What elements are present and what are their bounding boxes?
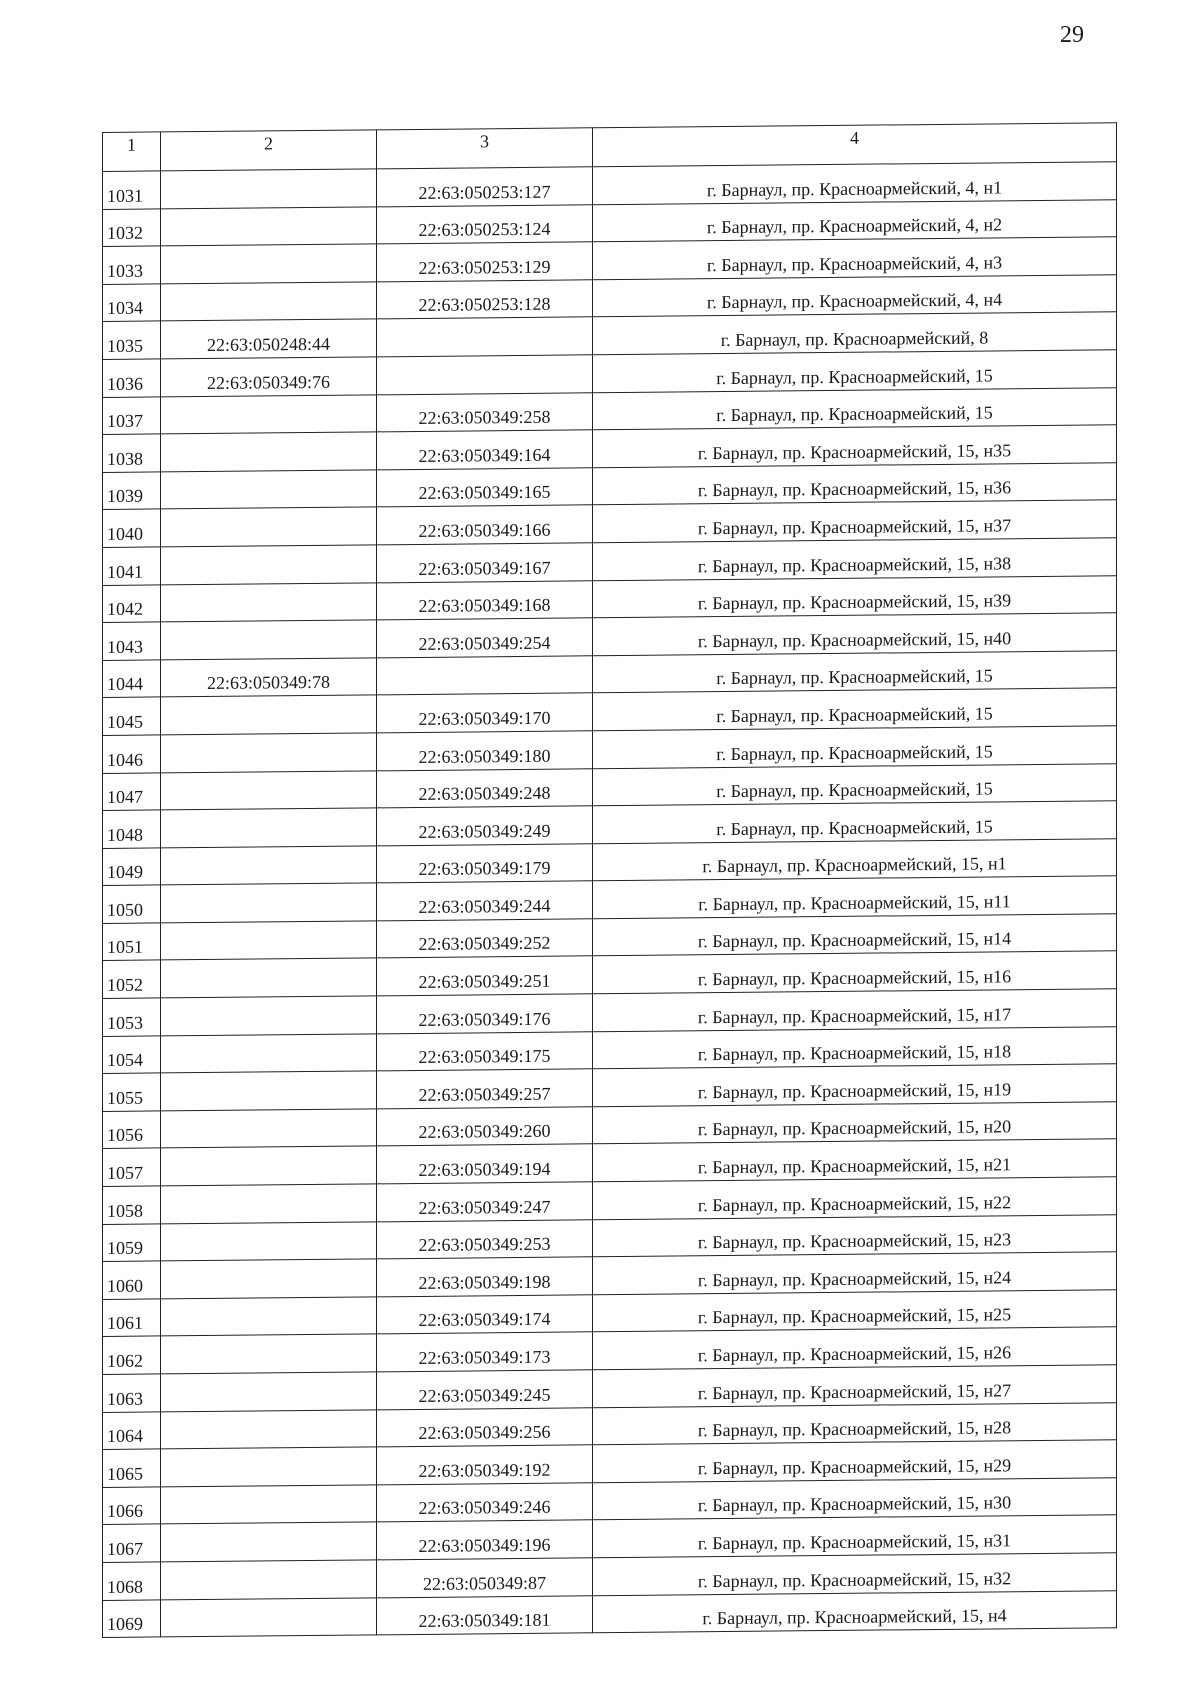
- building-cadastral-number-cell: 22:63:050349:257: [377, 1069, 593, 1109]
- land-cadastral-number-cell: 22:63:050248:44: [161, 319, 377, 359]
- building-cadastral-number-cell: 22:63:050349:173: [377, 1332, 593, 1372]
- row-number-cell: 1049: [103, 848, 161, 886]
- land-cadastral-number-cell: [161, 507, 377, 547]
- address-cell: г. Барнаул, пр. Красноармейский, 15, н25: [593, 1290, 1117, 1333]
- page-number: 29: [1060, 22, 1084, 48]
- building-cadastral-number-cell: 22:63:050349:245: [377, 1370, 593, 1410]
- address-cell: г. Барнаул, пр. Красноармейский, 4, н3: [593, 237, 1117, 280]
- land-cadastral-number-cell: [161, 1221, 377, 1261]
- land-cadastral-number-cell: [161, 582, 377, 622]
- row-number-cell: 1031: [103, 171, 161, 209]
- address-cell: г. Барнаул, пр. Красноармейский, 4, н4: [593, 275, 1117, 318]
- building-cadastral-number-cell: 22:63:050349:165: [377, 468, 593, 508]
- row-number-cell: 1032: [103, 209, 161, 247]
- address-cell: г. Барнаул, пр. Красноармейский, 15, н16: [593, 951, 1117, 994]
- row-number-cell: 1065: [103, 1449, 161, 1487]
- land-cadastral-number-cell: [161, 733, 377, 773]
- land-cadastral-number-cell: [161, 770, 377, 810]
- table-body: [103, 162, 1117, 1638]
- building-cadastral-number-cell: 22:63:050349:253: [377, 1219, 593, 1259]
- land-cadastral-number-cell: [161, 808, 377, 848]
- address-cell: г. Барнаул, пр. Красноармейский, 15, н30: [593, 1478, 1117, 1521]
- row-number-cell: 1048: [103, 810, 161, 848]
- row-number-cell: 1068: [103, 1562, 161, 1600]
- address-cell: г. Барнаул, пр. Красноармейский, 15, н32: [593, 1553, 1117, 1596]
- row-number-cell: 1045: [103, 697, 161, 735]
- address-cell: г. Барнаул, пр. Красноармейский, 15, н4: [593, 1590, 1117, 1633]
- land-cadastral-number-cell: [161, 1409, 377, 1449]
- building-cadastral-number-cell: 22:63:050349:168: [377, 580, 593, 620]
- row-number-cell: 1036: [103, 359, 161, 397]
- land-cadastral-number-cell: [161, 1485, 377, 1525]
- row-number-cell: 1064: [103, 1412, 161, 1450]
- address-cell: г. Барнаул, пр. Красноармейский, 15, н29: [593, 1440, 1117, 1483]
- land-cadastral-number-cell: [161, 1034, 377, 1074]
- building-cadastral-number-cell: 22:63:050349:170: [377, 693, 593, 733]
- land-cadastral-number-cell: [161, 1259, 377, 1299]
- address-cell: г. Барнаул, пр. Красноармейский, 15, н18: [593, 1026, 1117, 1069]
- row-number-cell: 1040: [103, 509, 161, 547]
- row-number-cell: 1055: [103, 1073, 161, 1111]
- land-cadastral-number-cell: [161, 1184, 377, 1224]
- row-number-cell: 1062: [103, 1336, 161, 1374]
- row-number-cell: 1059: [103, 1224, 161, 1262]
- row-number-cell: 1060: [103, 1261, 161, 1299]
- address-cell: г. Барнаул, пр. Красноармейский, 15, н35: [593, 425, 1117, 468]
- address-cell: г. Барнаул, пр. Красноармейский, 15, н23: [593, 1214, 1117, 1257]
- land-cadastral-number-cell: [161, 394, 377, 434]
- building-cadastral-number-cell: 22:63:050349:181: [377, 1595, 593, 1635]
- row-number-cell: 1033: [103, 246, 161, 284]
- address-cell: г. Барнаул, пр. Красноармейский, 15, н40: [593, 613, 1117, 656]
- row-number-cell: 1043: [103, 622, 161, 660]
- address-cell: г. Барнаул, пр. Красноармейский, 15: [593, 763, 1117, 806]
- building-cadastral-number-cell: 22:63:050349:247: [377, 1182, 593, 1222]
- building-cadastral-number-cell: 22:63:050349:254: [377, 618, 593, 658]
- land-cadastral-number-cell: [161, 958, 377, 998]
- row-number-cell: 1041: [103, 547, 161, 585]
- row-number-cell: 1046: [103, 735, 161, 773]
- row-number-cell: 1050: [103, 885, 161, 923]
- address-cell: г. Барнаул, пр. Красноармейский, 15, н22: [593, 1177, 1117, 1220]
- address-cell: г. Барнаул, пр. Красноармейский, 15, н31: [593, 1515, 1117, 1558]
- row-number-cell: 1038: [103, 434, 161, 472]
- land-cadastral-number-cell: [161, 1522, 377, 1562]
- land-cadastral-number-cell: [161, 1146, 377, 1186]
- row-number-cell: 1052: [103, 960, 161, 998]
- building-cadastral-number-cell: 22:63:050349:180: [377, 731, 593, 771]
- land-cadastral-number-cell: [161, 470, 377, 510]
- building-cadastral-number-cell: 22:63:050253:124: [377, 204, 593, 244]
- land-cadastral-number-cell: [161, 206, 377, 246]
- address-cell: г. Барнаул, пр. Красноармейский, 15, н27: [593, 1365, 1117, 1408]
- land-cadastral-number-cell: [161, 695, 377, 735]
- land-cadastral-number-cell: [161, 244, 377, 284]
- land-cadastral-number-cell: [161, 1560, 377, 1600]
- building-cadastral-number-cell: 22:63:050253:127: [377, 167, 593, 207]
- row-number-cell: 1063: [103, 1374, 161, 1412]
- address-cell: г. Барнаул, пр. Красноармейский, 15, н36: [593, 463, 1117, 506]
- address-cell: г. Барнаул, пр. Красноармейский, 15, н17: [593, 989, 1117, 1032]
- address-cell: г. Барнаул, пр. Красноармейский, 15, н28: [593, 1402, 1117, 1445]
- building-cadastral-number-cell: 22:63:050349:249: [377, 806, 593, 846]
- address-cell: г. Барнаул, пр. Красноармейский, 15: [593, 387, 1117, 430]
- address-cell: г. Барнаул, пр. Красноармейский, 4, н2: [593, 199, 1117, 242]
- building-cadastral-number-cell: 22:63:050349:166: [377, 505, 593, 545]
- row-number-cell: 1067: [103, 1524, 161, 1562]
- building-cadastral-number-cell: 22:63:050349:87: [377, 1558, 593, 1598]
- address-cell: г. Барнаул, пр. Красноармейский, 15, н37: [593, 500, 1117, 543]
- row-number-cell: 1057: [103, 1148, 161, 1186]
- row-number-cell: 1035: [103, 321, 161, 359]
- building-cadastral-number-cell: 22:63:050349:196: [377, 1520, 593, 1560]
- row-number-cell: 1053: [103, 998, 161, 1036]
- land-cadastral-number-cell: [161, 1297, 377, 1337]
- address-cell: г. Барнаул, пр. Красноармейский, 15, н24: [593, 1252, 1117, 1295]
- land-cadastral-number-cell: [161, 620, 377, 660]
- building-cadastral-number-cell: 22:63:050349:167: [377, 543, 593, 583]
- land-cadastral-number-cell: [161, 883, 377, 923]
- building-cadastral-number-cell: 22:63:050349:179: [377, 843, 593, 883]
- address-cell: г. Барнаул, пр. Красноармейский, 15: [593, 801, 1117, 844]
- address-cell: г. Барнаул, пр. Красноармейский, 15: [593, 350, 1117, 393]
- column-header-3: 3: [377, 128, 593, 169]
- land-cadastral-number-cell: [161, 1447, 377, 1487]
- building-cadastral-number-cell: 22:63:050349:256: [377, 1407, 593, 1447]
- row-number-cell: 1037: [103, 397, 161, 435]
- building-cadastral-number-cell: [377, 355, 593, 395]
- address-cell: г. Барнаул, пр. Красноармейский, 15: [593, 650, 1117, 693]
- building-cadastral-number-cell: 22:63:050349:194: [377, 1144, 593, 1184]
- building-cadastral-number-cell: 22:63:050349:248: [377, 768, 593, 808]
- land-cadastral-number-cell: 22:63:050349:76: [161, 357, 377, 397]
- building-cadastral-number-cell: 22:63:050349:258: [377, 392, 593, 432]
- row-number-cell: 1066: [103, 1487, 161, 1525]
- land-cadastral-number-cell: [161, 1334, 377, 1374]
- address-cell: г. Барнаул, пр. Красноармейский, 15, н14: [593, 914, 1117, 957]
- land-cadastral-number-cell: [161, 282, 377, 322]
- address-cell: г. Барнаул, пр. Красноармейский, 15: [593, 726, 1117, 769]
- address-cell: г. Барнаул, пр. Красноармейский, 15: [593, 688, 1117, 731]
- land-cadastral-number-cell: [161, 169, 377, 209]
- address-cell: г. Барнаул, пр. Красноармейский, 15, н20: [593, 1102, 1117, 1145]
- address-cell: г. Барнаул, пр. Красноармейский, 15, н38: [593, 538, 1117, 581]
- building-cadastral-number-cell: 22:63:050349:164: [377, 430, 593, 470]
- column-header-1: 1: [103, 132, 161, 172]
- land-cadastral-number-cell: [161, 846, 377, 886]
- building-cadastral-number-cell: 22:63:050349:246: [377, 1483, 593, 1523]
- row-number-cell: 1051: [103, 923, 161, 961]
- land-cadastral-number-cell: [161, 1372, 377, 1412]
- column-header-4: 4: [593, 123, 1117, 167]
- land-cadastral-number-cell: [161, 432, 377, 472]
- address-cell: г. Барнаул, пр. Красноармейский, 15, н26: [593, 1327, 1117, 1370]
- building-cadastral-number-cell: 22:63:050349:251: [377, 956, 593, 996]
- building-cadastral-number-cell: 22:63:050349:198: [377, 1257, 593, 1297]
- column-header-2: 2: [161, 130, 377, 171]
- building-cadastral-number-cell: 22:63:050349:260: [377, 1107, 593, 1147]
- building-cadastral-number-cell: 22:63:050349:174: [377, 1295, 593, 1335]
- row-number-cell: 1054: [103, 1036, 161, 1074]
- row-number-cell: 1061: [103, 1299, 161, 1337]
- building-cadastral-number-cell: 22:63:050253:129: [377, 242, 593, 282]
- land-cadastral-number-cell: [161, 1597, 377, 1637]
- registry-table: [102, 122, 1117, 1638]
- row-number-cell: 1042: [103, 584, 161, 622]
- row-number-cell: 1069: [103, 1600, 161, 1638]
- land-cadastral-number-cell: 22:63:050349:78: [161, 658, 377, 698]
- address-cell: г. Барнаул, пр. Красноармейский, 15, н19: [593, 1064, 1117, 1107]
- address-cell: г. Барнаул, пр. Красноармейский, 15, н11: [593, 876, 1117, 919]
- building-cadastral-number-cell: 22:63:050349:176: [377, 994, 593, 1034]
- row-number-cell: 1058: [103, 1186, 161, 1224]
- address-cell: г. Барнаул, пр. Красноармейский, 15, н39: [593, 575, 1117, 618]
- land-cadastral-number-cell: [161, 1109, 377, 1149]
- row-number-cell: 1044: [103, 660, 161, 698]
- address-cell: г. Барнаул, пр. Красноармейский, 8: [593, 312, 1117, 355]
- building-cadastral-number-cell: [377, 317, 593, 357]
- building-cadastral-number-cell: 22:63:050349:192: [377, 1445, 593, 1485]
- land-cadastral-number-cell: [161, 545, 377, 585]
- land-cadastral-number-cell: [161, 921, 377, 961]
- building-cadastral-number-cell: 22:63:050349:252: [377, 919, 593, 959]
- address-cell: г. Барнаул, пр. Красноармейский, 15, н1: [593, 838, 1117, 881]
- building-cadastral-number-cell: 22:63:050349:175: [377, 1031, 593, 1071]
- row-number-cell: 1039: [103, 472, 161, 510]
- row-number-cell: 1047: [103, 772, 161, 810]
- building-cadastral-number-cell: [377, 656, 593, 696]
- address-cell: г. Барнаул, пр. Красноармейский, 15, н21: [593, 1139, 1117, 1182]
- building-cadastral-number-cell: 22:63:050253:128: [377, 280, 593, 320]
- building-cadastral-number-cell: 22:63:050349:244: [377, 881, 593, 921]
- address-cell: г. Барнаул, пр. Красноармейский, 4, н1: [593, 162, 1117, 205]
- row-number-cell: 1056: [103, 1111, 161, 1149]
- land-cadastral-number-cell: [161, 996, 377, 1036]
- land-cadastral-number-cell: [161, 1071, 377, 1111]
- row-number-cell: 1034: [103, 284, 161, 322]
